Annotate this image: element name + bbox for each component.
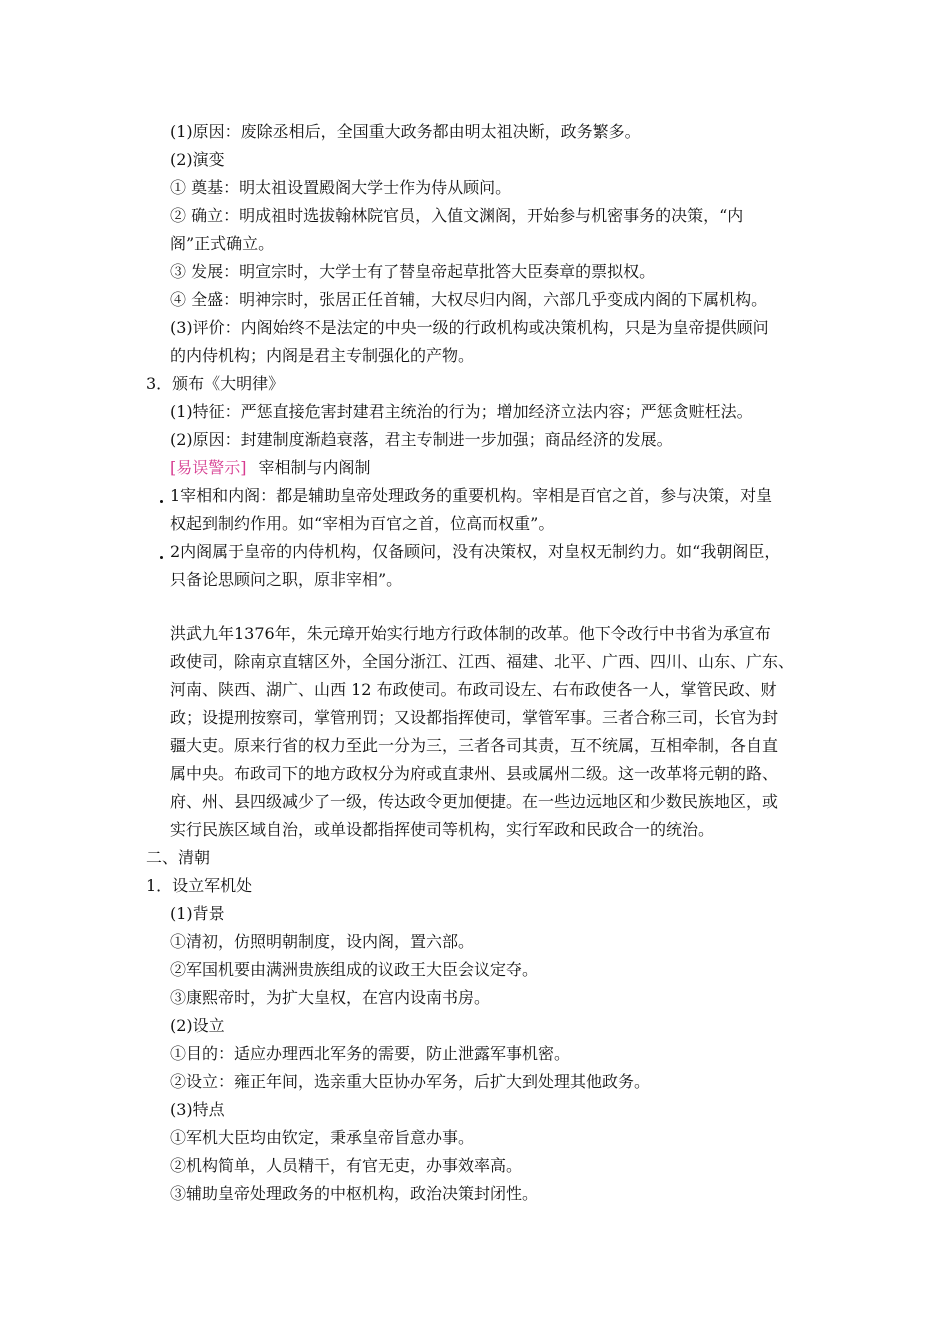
ming-cabinet-evaluation-line-2: 的内侍机构；内阁是君主专制强化的产物。 <box>170 346 475 365</box>
warning-line <box>170 458 371 478</box>
qing-establish-item: ①目的：适应办理西北军务的需要，防止泄露军事机密。 <box>170 1044 571 1063</box>
local-reform-line: 疆大吏。原来行省的权力至此一分为三，三者各司其责，互不统属，互相牵制，各自直 <box>170 736 779 755</box>
qing-background-item: ①清初，仿照明朝制度，设内阁，置六部。 <box>170 932 475 951</box>
ming-cabinet-step-4: ④ 全盛：明神宗时，张居正任首辅，大权尽归内阁，六部几乎变成内阁的下属机构。 <box>170 290 768 309</box>
local-reform-line: 河南、陕西、湖广、山西 12 布政使司。布政司设左、右布政使各一人，掌管民政、财 <box>170 680 777 699</box>
warning-point-2-line-1: 2内阁属于皇帝的内侍机构，仅备顾问，没有决策权，对皇权无制约力。如“我朝阁臣， <box>170 542 781 561</box>
ming-cabinet-step-2-line-1: ② 确立：明成祖时选拔翰林院官员，入值文渊阁，开始参与机密事务的决策，“内 <box>170 206 744 225</box>
qing-establish-item: ②设立：雍正年间，选亲重大臣协办军务，后扩大到处理其他政务。 <box>170 1072 651 1091</box>
ming-cabinet-reason: (1)原因：废除丞相后，全国重大政务都由明太祖决断，政务繁多。 <box>170 122 641 141</box>
local-reform-line: 政使司，除南京直辖区外，全国分浙江、江西、福建、北平、广西、四川、山东、广东、 <box>170 652 795 671</box>
qing-background-heading: (1)背景 <box>170 904 225 923</box>
warning-point-2-line-2: 只备论思顾问之职，原非宰相”。 <box>170 570 403 589</box>
qing-background-item: ③康熙帝时，为扩大皇权，在宫内设南书房。 <box>170 988 491 1007</box>
local-reform-line: 实行民族区域自治，或单设都指挥使司等机构，实行军政和民政合一的统治。 <box>170 820 715 839</box>
qing-feature-item: ③辅助皇帝处理政务的中枢机构，政治决策封闭性。 <box>170 1184 539 1203</box>
qing-item-1-heading: 1．设立军机处 <box>146 876 253 895</box>
warning-title: 宰相制与内阁制 <box>258 458 371 477</box>
ming-cabinet-step-1: ① 奠基：明太祖设置殿阁大学士作为侍从顾问。 <box>170 178 512 197</box>
qing-feature-item: ①军机大臣均由钦定，秉承皇帝旨意办事。 <box>170 1128 475 1147</box>
ming-law-reason: (2)原因：封建制度渐趋衰落，君主专制进一步加强；商品经济的发展。 <box>170 430 673 449</box>
warning-point-1-line-2: 权起到制约作用。如“宰相为百官之首，位高而权重”。 <box>170 514 555 533</box>
qing-features-heading: (3)特点 <box>170 1100 225 1119</box>
ming-cabinet-evaluation-line-1: (3)评价：内阁始终不是法定的中央一级的行政机构或决策机构，只是为皇帝提供顾问 <box>170 318 769 337</box>
qing-section-heading: 二、清朝 <box>146 848 211 867</box>
local-reform-line: 政；设提刑按察司，掌管刑罚；又设都指挥使司，掌管军事。三者合称三司，长官为封 <box>170 708 779 727</box>
qing-establish-heading: (2)设立 <box>170 1016 225 1035</box>
ming-cabinet-step-3: ③ 发展：明宣宗时，大学士有了替皇帝起草批答大臣奏章的票拟权。 <box>170 262 656 281</box>
ming-cabinet-step-2-line-2: 阁”正式确立。 <box>170 234 275 253</box>
local-reform-line: 洪武九年1376年，朱元璋开始实行地方行政体制的改革。他下令改行中书省为承宣布 <box>170 624 771 643</box>
bullet-dot <box>160 500 163 503</box>
warning-point-1-line-1: 1宰相和内阁：都是辅助皇帝处理政务的重要机构。宰相是百官之首，参与决策，对皇 <box>170 486 773 505</box>
local-reform-line: 属中央。布政司下的地方政权分为府或直隶州、县或属州二级。这一改革将元朝的路、 <box>170 764 779 783</box>
ming-law-feature: (1)特征：严惩直接危害封建君主统治的行为；增加经济立法内容；严惩贪赃枉法。 <box>170 402 753 421</box>
local-reform-line: 府、州、县四级减少了一级，传达政令更加便捷。在一些边远地区和少数民族地区，或 <box>170 792 779 811</box>
qing-background-item: ②军国机要由满洲贵族组成的议政王大臣会议定夺。 <box>170 960 539 979</box>
warning-tag: [易误警示] <box>170 458 247 477</box>
qing-feature-item: ②机构简单，人员精干，有官无吏，办事效率高。 <box>170 1156 523 1175</box>
ming-cabinet-evolution-heading: (2)演变 <box>170 150 225 169</box>
ming-law-heading: 3．颁布《大明律》 <box>146 374 285 393</box>
bullet-dot <box>160 556 163 559</box>
